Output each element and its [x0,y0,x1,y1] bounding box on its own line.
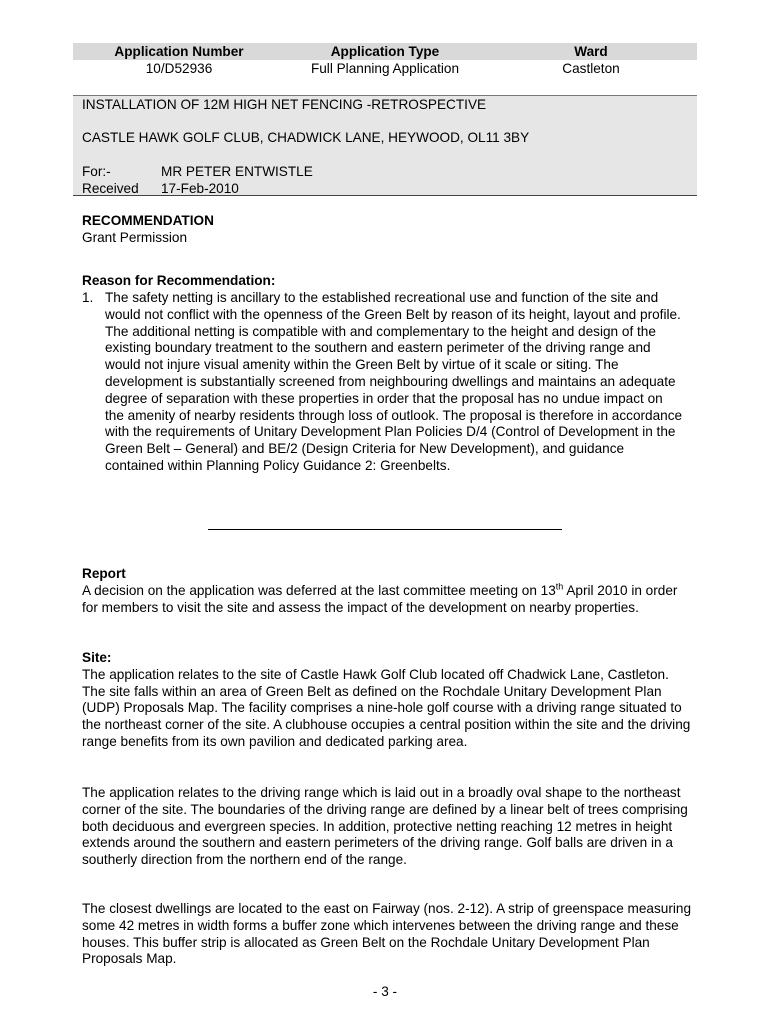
page-number: - 3 - [372,984,398,999]
report-text [82,583,692,617]
header-values-row [73,60,697,77]
received-label: Received [82,181,139,196]
reason-item-number: 1. [82,290,94,305]
report-heading: Report [82,566,126,581]
report-superscript: th [555,581,564,592]
recommendation-heading: RECOMMENDATION [82,213,214,228]
reason-heading: Reason for Recommendation: [82,273,276,288]
ward-label: Ward [574,44,608,59]
header-labels-row [73,43,697,60]
site-heading: Site: [82,650,112,665]
application-header-table [73,43,697,77]
report-text-after: April 2010 in order for members to visit the site and assess the impact of the development on nearby properties. [82,582,678,615]
proposal-description-box [73,95,697,196]
proposal-title: INSTALLATION OF 12M HIGH NET FENCING -RETROSPECTIVE [82,97,487,112]
site-paragraph-3: The closest dwellings are located to the east on Fairway (nos. 2-12). A strip of greenspace measuring some 42 metres in width forms a buffer zone which intervenes between the driving range and these houses. This buffer strip is allocated as Green Belt on the Rochdale Unitary Development Plan Proposals Map. [82,901,692,967]
application-type-label: Application Type [330,44,440,59]
application-number-label: Application Number [114,44,244,59]
recommendation-value: Grant Permission [82,229,188,245]
received-date: 17-Feb-2010 [161,181,239,196]
site-paragraph-2: The application relates to the driving range which is laid out in a broadly oval shape to the northeast corner of the site. The boundaries of the driving range are defined by a linear belt of trees comprising both deciduous and evergreen species. In addition, protective netting reaching 12 metres in height extends around the southern and eastern perimeters of the driving range. Golf balls are driven in a southerly direction from the northern end of the range. [82,785,688,868]
reason-item-text: The safety netting is ancillary to the established recreational use and function of the site and would not conflict with the openness of the Green Belt by reason of its height, layout and profile. The additional netting is compatible with and complementary to the height and design of the existing boundary treatment to the southern and eastern perimeter of the driving range and would not injure visual amenity within the Green Belt by virtue of it scale or siting. The development is substantially screened from neighbouring dwellings and maintains an adequate degree of separation with these properties in order that the proposal has no undue impact on the amenity of nearby residents through loss of outlook. The proposal is therefore in accordance with the requirements of Unitary Development Plan Policies D/4 (Control of Development in the Green Belt – General) and BE/2 (Design Criteria for New Development), and guidance contained within Planning Policy Guidance 2: Greenbelts. [105,290,683,473]
applicant-label: For:- [82,164,111,179]
site-paragraph-1: The application relates to the site of Castle Hawk Golf Club located off Chadwick Lane, Castleton. The site falls within an area of Green Belt as defined on the Rochdale Unitary Development Plan (UDP) Proposals Map. The facility comprises a nine-hole golf course with a driving range situated to the northeast corner of the site. A clubhouse occupies a central position within the site and the driving range benefits from its own pavilion and dedicated parking area. [82,666,691,749]
application-number-value: 10/D52936 [145,61,213,76]
proposal-address: CASTLE HAWK GOLF CLUB, CHADWICK LANE, HEYWOOD, OL11 3BY [82,130,530,145]
site-section [82,650,692,751]
ward-value: Castleton [562,61,620,76]
recommendation-section [82,213,692,247]
applicant-name: MR PETER ENTWISTLE [161,164,313,179]
report-section [82,566,692,616]
report-text-before: A decision on the application was deferred at the last committee meeting on 13 [82,582,556,598]
section-divider [208,529,562,530]
application-type-value: Full Planning Application [310,61,460,76]
